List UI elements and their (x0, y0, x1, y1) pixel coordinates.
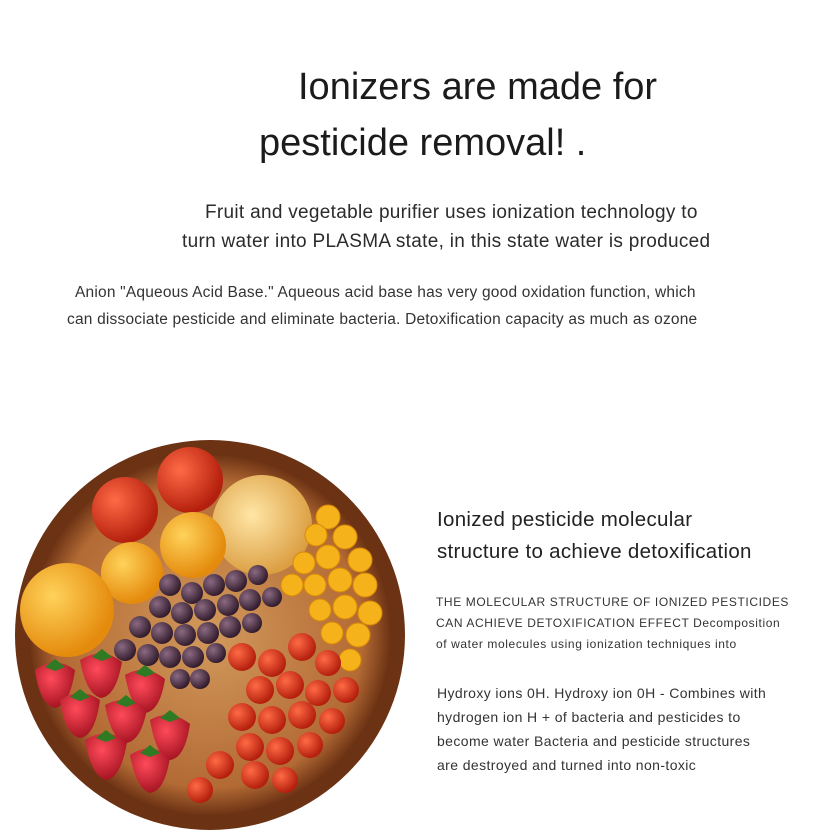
feature-caps-line-1: THE MOLECULAR STRUCTURE OF IONIZED PESTICIDES (436, 595, 790, 609)
intro-line-2: turn water into PLASMA state, in this state water is produced (182, 231, 711, 252)
anion-line-1: Anion "Aqueous Acid Base." Aqueous acid base has very good oxidation function, which (75, 284, 696, 301)
feature-body-line-1: Hydroxy ions 0H. Hydroxy ion 0H - Combines with (437, 685, 767, 701)
headline-line-1: Ionizers are made for (298, 66, 658, 108)
feature-body-line-4: are destroyed and turned into non-toxic (437, 757, 697, 773)
feature-heading-line-1: Ionized pesticide molecular (437, 508, 693, 531)
feature-caps-line-3: of water molecules using ionization techniques into (436, 637, 737, 651)
headline-line-2: pesticide removal! . (259, 122, 587, 164)
feature-body-line-3: become water Bacteria and pesticide structures (437, 733, 751, 749)
feature-body-line-2: hydrogen ion H + of bacteria and pesticides to (437, 709, 741, 725)
feature-heading-line-2: structure to achieve detoxification (437, 540, 752, 563)
anion-line-2: can dissociate pesticide and eliminate bacteria. Detoxification capacity as much as ozone (67, 311, 698, 328)
fruit-bowl-photo (10, 435, 410, 835)
intro-line-1: Fruit and vegetable purifier uses ionization technology to (205, 202, 698, 223)
feature-caps-line-2: CAN ACHIEVE DETOXIFICATION EFFECT Decomposition (436, 616, 781, 630)
